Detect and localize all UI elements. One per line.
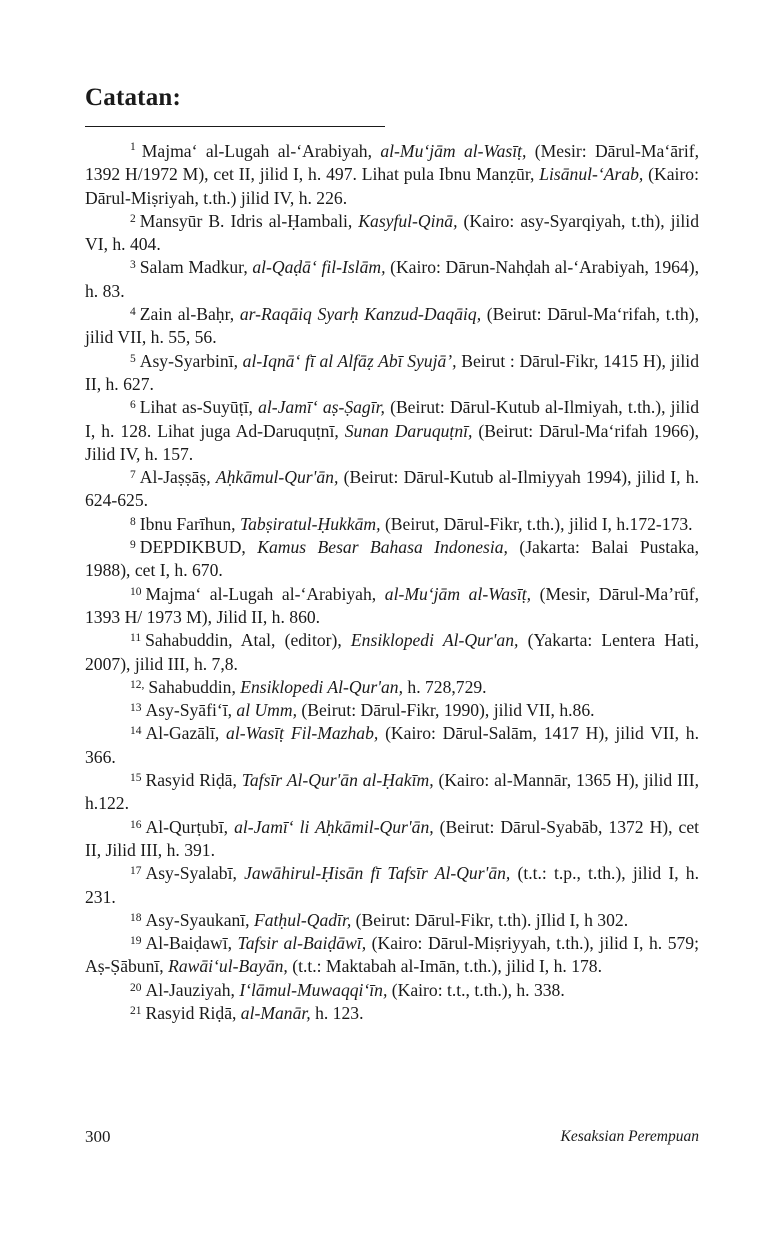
footnote-text: Rasyid Riḍā, bbox=[145, 1002, 241, 1023]
footnote bbox=[85, 396, 699, 466]
footnote-number: 12, bbox=[130, 678, 145, 691]
footnote-source-title: Ensiklopedi Al-Qur'an, bbox=[350, 630, 519, 651]
footnote-text: (Beirut: Dārul-Ma‘rifah 1966), Jilid IV, h. 157. bbox=[85, 420, 699, 464]
footnote-text: Sahabuddin, bbox=[148, 676, 241, 697]
footnote-number: 5 bbox=[130, 352, 136, 365]
footnote-text: Salam Madkur, bbox=[139, 257, 253, 278]
footnote-text: (Kairo: asy-Syarqiyah, t.th), jilid VI, h. 404. bbox=[85, 210, 699, 255]
footnote-text: (Mesir: Dārul-Ma‘ārif, 1392 H/1972 M), cet II, jilid I, h. 497. Lihat pula Ibnu Manẓūr, bbox=[85, 141, 700, 185]
footnote-number: 10 bbox=[130, 585, 142, 598]
footnote-source-title: Rawāi‘ul-Bayān, bbox=[168, 956, 288, 977]
footnote-source-title: Kamus Besar Bahasa Indonesia, bbox=[257, 537, 508, 558]
footnote-number: 20 bbox=[130, 981, 142, 994]
footnote-number: 19 bbox=[130, 935, 142, 948]
footnote bbox=[85, 140, 699, 210]
footnote bbox=[85, 466, 699, 513]
footnote-text: (Mesir, Dārul-Ma’rūf, 1393 H/ 1973 M), Jilid II, h. 860. bbox=[85, 583, 700, 627]
running-title: Kesaksian Perempuan bbox=[560, 1128, 699, 1145]
footnote-list bbox=[85, 140, 699, 1025]
footnote-source-title: al-Iqnā‘ fī al Alfāẓ Abī Syujā’, bbox=[242, 350, 457, 371]
footnote-source-title: al-Wasīṭ Fil-Mazhab, bbox=[226, 723, 379, 744]
footnote-text: (Beirut: Dārul-Fikr, 1990), jilid VII, h.86. bbox=[297, 700, 595, 721]
footnote bbox=[85, 513, 699, 536]
footnote bbox=[85, 979, 699, 1002]
footnote-number: 16 bbox=[130, 818, 142, 831]
footnote-text: Al-Qurṭubī, bbox=[145, 816, 235, 837]
footnote-text: (Beirut: Dārul-Ma‘rifah, t.th), jilid VII, h. 55, 56. bbox=[85, 304, 699, 348]
footnote-text: Al-Jaṣṣāṣ, bbox=[139, 467, 216, 488]
footnote-text: (Beirut: Dārul-Kutub al-Ilmiyah, t.th.), jilid I, h. 128. Lihat juga Ad-Daruquṭnī, bbox=[85, 397, 700, 441]
footnote-source-title: al-Jamī‘ li Aḥkāmil-Qur'ān, bbox=[234, 816, 434, 837]
footnote-text: Asy-Syāfi‘ī, bbox=[145, 700, 237, 721]
footnote-text: (t.t.: Maktabah al-Imān, t.th.), jilid I, h. 178. bbox=[287, 956, 602, 977]
footnote-text: (Beirut: Dārul-Kutub al-Ilmiyyah 1994), jilid I, h. 624-625. bbox=[85, 467, 699, 511]
footnote-source-title: al-Qaḍā‘ fil-Islām, bbox=[252, 257, 386, 278]
footnote-source-title: al Umm, bbox=[236, 700, 297, 721]
footnote bbox=[85, 816, 699, 863]
footnote-source-title: Tafsīr Al-Qur'ān al-Ḥakīm, bbox=[241, 770, 434, 791]
page-title: Catatan: bbox=[85, 84, 182, 111]
footnote-text: (Jakarta: Balai Pustaka, 1988), cet I, h. 670. bbox=[85, 537, 699, 581]
footnote-number: 15 bbox=[130, 772, 142, 785]
footnote bbox=[85, 350, 699, 397]
footnote-source-title: Fatḥul-Qadīr, bbox=[253, 909, 352, 930]
footnote-number: 6 bbox=[130, 399, 136, 412]
footnote-text: Asy-Syarbinī, bbox=[139, 350, 243, 371]
footnote-source-title: Tabṣiratul-Ḥukkām, bbox=[239, 513, 381, 534]
footnote bbox=[85, 583, 699, 630]
footnote-source-title: al-Jamī‘ aṣ-Ṣagīr, bbox=[258, 397, 385, 418]
footnote-number: 8 bbox=[130, 515, 136, 528]
page-number: 300 bbox=[85, 1127, 111, 1146]
footnote-text: Lihat as-Suyūṭī, bbox=[139, 397, 259, 418]
footnote-text: (Kairo: Dārul-Miṣriyah, t.th.) jilid IV, h. 226. bbox=[85, 164, 699, 208]
footnote-text: (Beirut: Dārul-Fikr, t.th). jIlid I, h 302. bbox=[351, 909, 629, 930]
footnote bbox=[85, 769, 699, 816]
footnote-separator bbox=[85, 126, 385, 127]
footnote-source-title: Kasyful-Qinā, bbox=[358, 210, 458, 231]
footnote-text: Asy-Syalabī, bbox=[145, 863, 245, 884]
footnote-text: (Yakarta: Lentera Hati, 2007), jilid III, h. 7,8. bbox=[85, 630, 699, 674]
footnote bbox=[85, 909, 699, 932]
footnote-number: 1 bbox=[130, 141, 136, 153]
footnote-text: Beirut : Dārul-Fikr, 1415 H), jilid II, h. 627. bbox=[85, 350, 699, 394]
footnote-source-title: al-Mu‘jām al-Wasīṭ, bbox=[384, 583, 532, 604]
footnote-source-title: al-Manār, bbox=[240, 1002, 311, 1023]
footnote-number: 2 bbox=[130, 212, 136, 225]
footnote-source-title: Aḥkāmul-Qur'ān, bbox=[215, 467, 339, 488]
footnote-source-title: Lisānul-‘Arab, bbox=[539, 164, 644, 185]
footnote bbox=[85, 536, 699, 583]
footnote-text: Rasyid Riḍā, bbox=[145, 770, 242, 791]
footnote-number: 18 bbox=[130, 911, 142, 924]
footnote-text: Mansyūr B. Idris al-Ḥambali, bbox=[139, 210, 359, 231]
footnote-number: 7 bbox=[130, 469, 136, 482]
footnote-text: Sahabuddin, Atal, (editor), bbox=[145, 630, 351, 651]
footnote bbox=[85, 676, 699, 699]
footnote-text: (Kairo: Dārun-Nahḍah al-‘Arabiyah, 1964), h. 83. bbox=[85, 257, 699, 301]
footnote-number: 9 bbox=[130, 539, 136, 552]
footnote-source-title: Tafsir al-Baiḍāwī, bbox=[237, 933, 367, 954]
footnote-source-title: Ensiklopedi Al-Qur'an, bbox=[240, 676, 403, 697]
footnote-text: Al-Baiḍawī, bbox=[145, 933, 238, 954]
footnote-source-title: ar-Raqāiq Syarḥ Kanzud-Daqāiq, bbox=[239, 304, 482, 325]
footnote bbox=[85, 932, 699, 979]
footnote bbox=[85, 256, 699, 303]
footnote-text: Al-Gazālī, bbox=[145, 723, 227, 744]
footnote-text: Majma‘ al-Lugah al-‘Arabiyah, bbox=[141, 141, 381, 161]
footnote bbox=[85, 1002, 699, 1025]
footnote-text: (Kairo: t.t., t.th.), h. 338. bbox=[387, 979, 565, 1000]
footnote bbox=[85, 629, 699, 676]
footnote-text: (Beirut, Dārul-Fikr, t.th.), jilid I, h.172-173. bbox=[380, 513, 693, 534]
footnote-number: 17 bbox=[130, 865, 142, 878]
footnote bbox=[85, 722, 699, 769]
footnote-text: (Beirut: Dārul-Syabāb, 1372 H), cet II, Jilid III, h. 391. bbox=[85, 816, 700, 860]
footnote-source-title: Sunan Daruquṭnī, bbox=[344, 420, 473, 441]
footnote-text: (Kairo: al-Mannār, 1365 H), jilid III, h.122. bbox=[85, 770, 700, 814]
footnote-text: (Kairo: Dārul-Salām, 1417 H), jilid VII, h. 366. bbox=[85, 723, 699, 767]
footnote-number: 3 bbox=[130, 259, 136, 272]
footnote bbox=[85, 303, 699, 350]
footnote-number: 21 bbox=[130, 1004, 142, 1017]
footnote-text: Majma‘ al-Lugah al-‘Arabiyah, bbox=[145, 583, 385, 604]
footnote-source-title: Jawāhirul-Ḥisān fī Tafsīr Al-Qur'ān, bbox=[244, 863, 511, 884]
footnote bbox=[85, 210, 699, 257]
footnote-source-title: al-Mu‘jām al-Wasīṭ, bbox=[380, 141, 527, 161]
footnote-text: Ibnu Farīhun, bbox=[139, 513, 240, 534]
footnote-number: 13 bbox=[130, 702, 142, 715]
footnote-number: 4 bbox=[130, 306, 136, 319]
footnote-number: 14 bbox=[130, 725, 142, 738]
footnote-text: Asy-Syaukanī, bbox=[145, 909, 254, 930]
footnote-source-title: I‘lāmul-Muwaqqi‘īn, bbox=[239, 979, 388, 1000]
footnote-text: DEPDIKBUD, bbox=[139, 537, 258, 558]
footnote-text: (Kairo: Dārul-Miṣriyyah, t.th.), jilid I, h. 579; Aṣ-Ṣābunī, bbox=[85, 933, 699, 977]
footnote bbox=[85, 862, 699, 909]
footnote bbox=[85, 699, 699, 722]
footnote-text: Zain al-Baḥr, bbox=[139, 304, 240, 325]
footnote-text: h. 728,729. bbox=[403, 676, 487, 697]
footnote-text: h. 123. bbox=[310, 1002, 364, 1023]
footnote-number: 11 bbox=[130, 632, 142, 645]
footnote-text: Al-Jauziyah, bbox=[145, 979, 240, 1000]
footnote-text: (t.t.: t.p., t.th.), jilid I, h. 231. bbox=[85, 863, 699, 907]
